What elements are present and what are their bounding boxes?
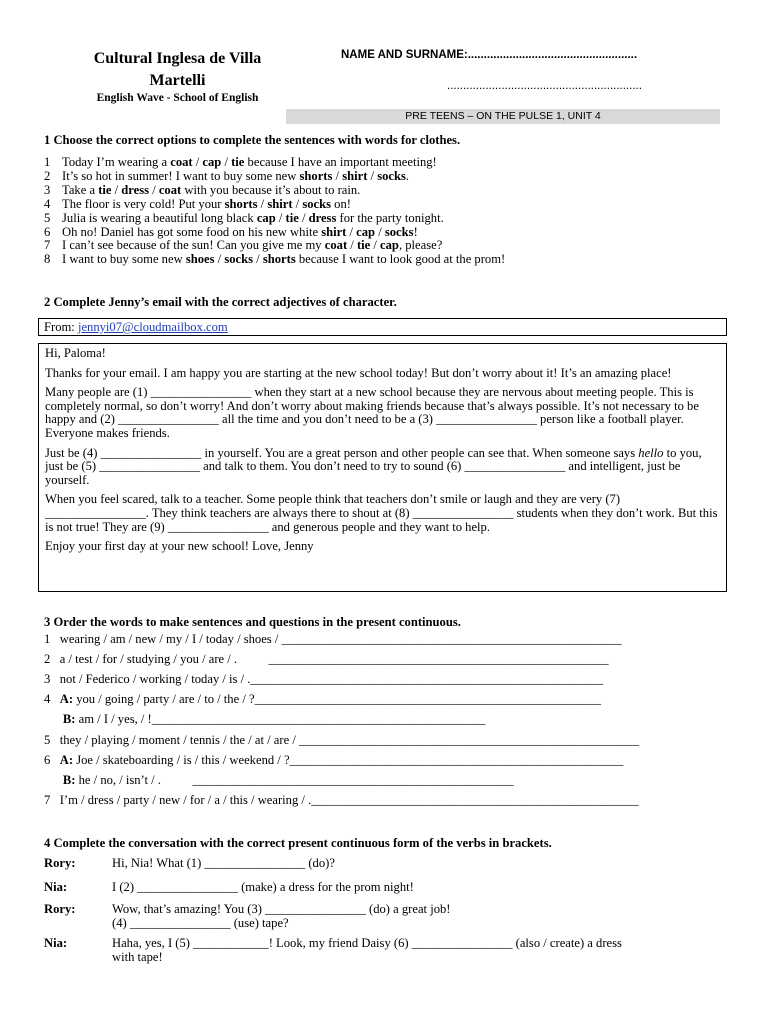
- email-from-box: [38, 318, 727, 336]
- speaker-label: Rory:: [44, 902, 76, 916]
- sentence-item: 1 Today I’m wearing a coat / cap / tie because I have an important meeting!: [44, 155, 437, 169]
- clothes-option[interactable]: coat: [170, 155, 193, 169]
- email-closing: Enjoy your first day at your new school! Love, Jenny: [45, 539, 314, 554]
- email-paragraph-1: Thanks for your email. I am happy you are starting at the new school today! But don’t worry about it! It’s an amazing place!: [45, 365, 672, 380]
- sentence-item: 4 The floor is very cold! Put your shorts / shirt / socks on!: [44, 196, 351, 211]
- order-sentence-item: B: he / no, / isn’t / . ___________________________________________________: [62, 773, 514, 787]
- conversation-line: Haha, yes, I (5) ____________! Look, my friend Daisy (6) ________________ (also / create) a dress with tape!: [112, 936, 622, 964]
- speaker-label: Rory:: [44, 856, 76, 870]
- section4-title: 4 Complete the conversation with the correct present continuous form of the verbs in brackets.: [44, 836, 552, 850]
- name-field-label: NAME AND SURNAME:.....................................................: [341, 49, 638, 61]
- clothes-option[interactable]: coat: [324, 238, 348, 253]
- clothes-option[interactable]: socks: [224, 252, 254, 267]
- level-banner: PRE TEENS – ON THE PULSE 1, UNIT 4: [286, 109, 720, 124]
- conversation-line: Hi, Nia! What (1) ________________ (do)?: [112, 856, 335, 870]
- email-body: [38, 343, 727, 592]
- clothes-option[interactable]: shorts: [224, 196, 258, 211]
- clothes-option[interactable]: tie: [231, 155, 245, 169]
- section1-list: [44, 156, 505, 267]
- sentence-item: 2 It’s so hot in summer! I want to buy some new shorts / shirt / socks.: [44, 168, 410, 183]
- clothes-option[interactable]: cap: [356, 224, 376, 239]
- from-email-link[interactable]: jennyi07@cloudmailbox.com: [77, 320, 228, 334]
- sentence-item: 5 Julia is wearing a beautiful long black cap / tie / dress for the party tonight.: [44, 210, 444, 225]
- school-subtitle: English Wave - School of English: [96, 92, 259, 104]
- clothes-option[interactable]: socks: [377, 168, 406, 183]
- speaker-label: Nia:: [44, 880, 68, 894]
- conversation-line: Wow, that’s amazing! You (3) ________________ (do) a great job! (4) ________________ (use) tape?: [112, 902, 451, 930]
- order-sentence-item: 2 a / test / for / studying / you / are / . ______________________________________________________: [44, 652, 609, 666]
- clothes-option[interactable]: shirt: [321, 224, 347, 239]
- clothes-option[interactable]: shorts: [262, 252, 296, 267]
- clothes-option[interactable]: socks: [384, 224, 414, 239]
- email-paragraph-2: Many people are (1) ________________ when they start at a new school because they are nervous about meeting people. This is completely normal, so don’t worry! And don’t worry about making friends because that’s always possible. It’s not necessary to be happy and (2) ________________ all the time and you don’t need to be a (3) ________________ person like a football player. Everyone makes friends.: [45, 385, 699, 440]
- clothes-option[interactable]: tie: [356, 238, 371, 253]
- order-sentence-item: 6 A: Joe / skateboarding / is / this / weekend / ?_____________________________________________________: [44, 753, 624, 767]
- clothes-option[interactable]: shirt: [342, 168, 368, 183]
- clothes-option[interactable]: tie: [285, 210, 299, 225]
- from-label: From:: [44, 320, 78, 334]
- order-sentence-item: 5 they / playing / moment / tennis / the / at / are / ______________________________________________________: [44, 733, 640, 747]
- order-sentence-item: 4 A: you / going / party / are / to / the / ?_______________________________________________________: [44, 692, 601, 706]
- clothes-option[interactable]: cap: [202, 155, 222, 169]
- section3-title: 3 Order the words to make sentences and questions in the present continuous.: [44, 615, 461, 629]
- order-sentence-item: B: am / I / yes, / !_____________________________________________________: [62, 712, 486, 726]
- clothes-option[interactable]: dress: [308, 210, 337, 225]
- speaker-label: Nia:: [44, 936, 68, 950]
- section2-title: 2 Complete Jenny’s email with the correct adjectives of character.: [44, 295, 397, 309]
- school-name: Cultural Inglesa de Villa Martelli: [93, 50, 262, 89]
- clothes-option[interactable]: shoes: [185, 252, 215, 267]
- clothes-option[interactable]: socks: [302, 196, 332, 211]
- name-field-line: .............................................................: [447, 80, 642, 92]
- order-sentence-item: 3 not / Federico / working / today / is / .________________________________________________________: [44, 672, 604, 686]
- clothes-option[interactable]: tie: [98, 182, 112, 197]
- sentence-item: 7 I can’t see because of the sun! Can you give me my coat / tie / cap, please?: [44, 238, 443, 253]
- conversation-line: I (2) ________________ (make) a dress for the prom night!: [112, 880, 414, 894]
- email-paragraph-4: When you feel scared, talk to a teacher. Some people think that teachers don’t smile or laugh and they are very (7) ________________. They think teachers are always there to shout at (8) ________________ students when they don’t work. But this is not true! They are (9) ________________ and generous people and they want to help.: [45, 492, 718, 534]
- clothes-option[interactable]: dress: [121, 182, 150, 197]
- sentence-item: 6 Oh no! Daniel has got some food on his new white shirt / cap / socks!: [44, 224, 418, 239]
- sentence-item: 3 Take a tie / dress / coat with you because it’s about to rain.: [44, 182, 361, 197]
- order-sentence-item: 1 wearing / am / new / my / I / today / shoes / ______________________________________________________: [44, 632, 622, 646]
- clothes-option[interactable]: cap: [256, 210, 276, 225]
- clothes-option[interactable]: shirt: [267, 196, 293, 211]
- clothes-option[interactable]: cap: [380, 238, 399, 253]
- sentence-item: 8 I want to buy some new shoes / socks / shorts because I want to look good at the prom!: [44, 252, 506, 267]
- clothes-option[interactable]: shorts: [299, 168, 333, 183]
- email-paragraph-3: Just be (4) ________________ in yourself. You are a great person and other people can see that. When someone says hello to you, just be (5) ________________ and talk to them. You don’t need to try to sound (6) ________________ and intelligent, just be yourself.: [45, 445, 702, 487]
- clothes-option[interactable]: coat: [158, 182, 182, 197]
- section1-title: 1 Choose the correct options to complete the sentences with words for clothes.: [44, 133, 461, 147]
- email-greeting: Hi, Paloma!: [45, 346, 106, 360]
- order-sentence-item: 7 I’m / dress / party / new / for / a / this / wearing / .____________________________________________________: [44, 793, 639, 807]
